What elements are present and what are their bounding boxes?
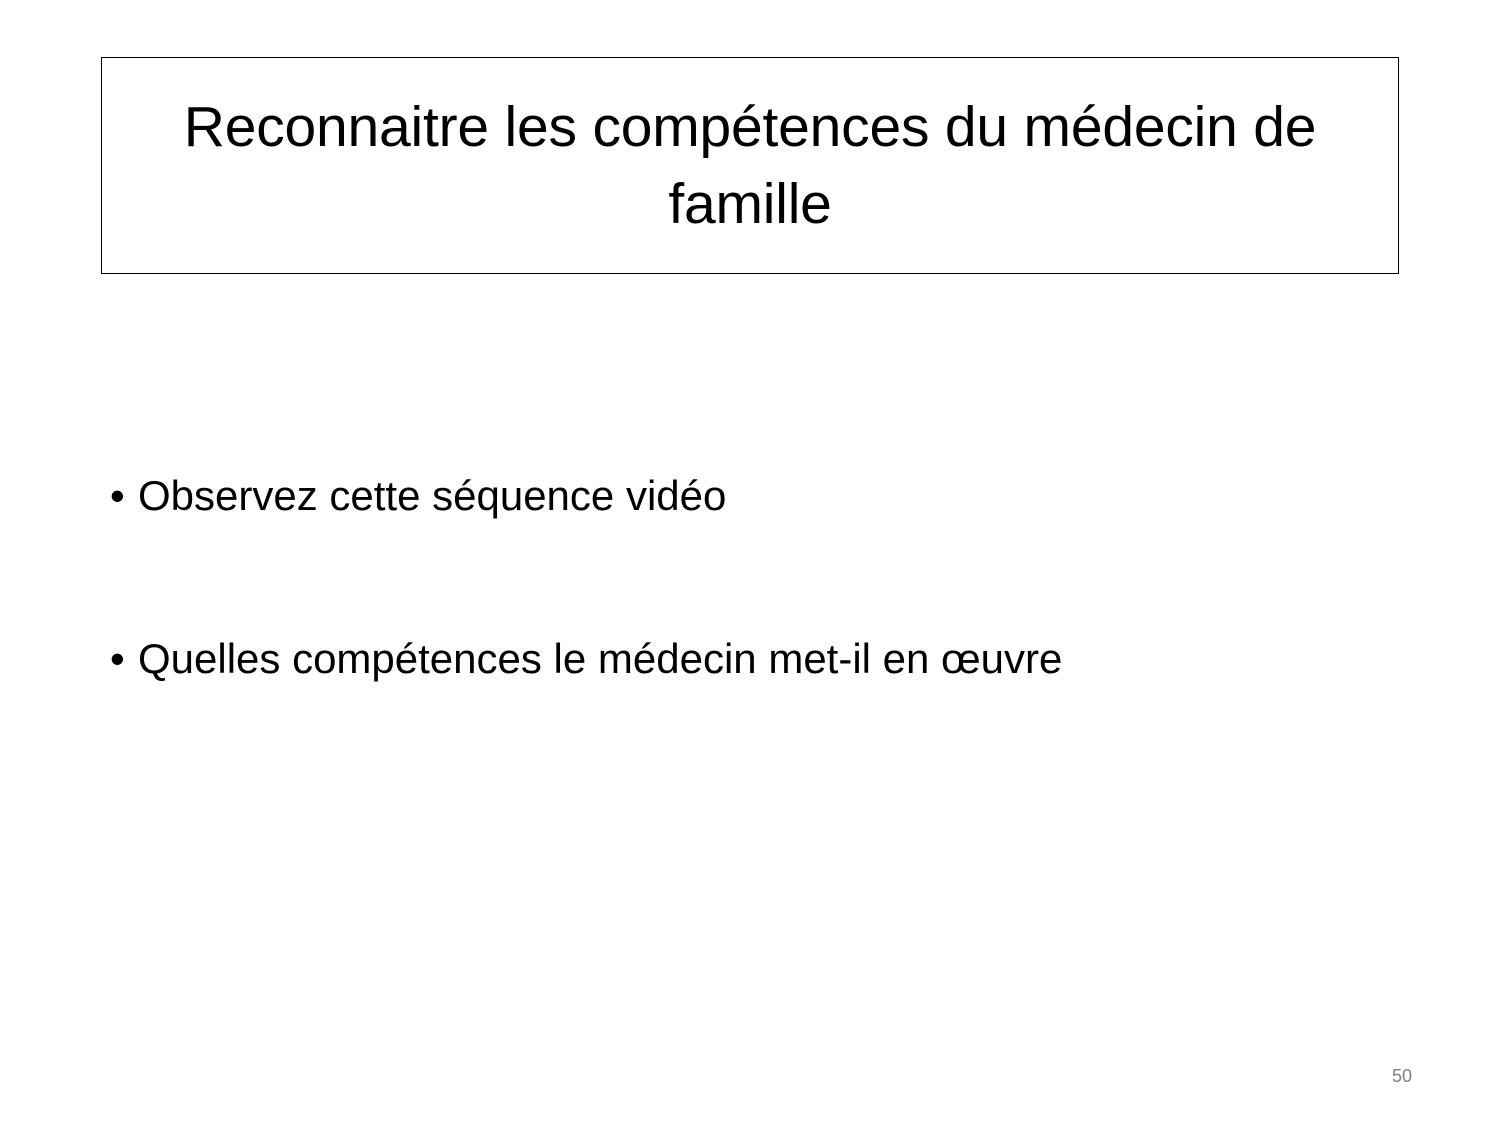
slide-title: Reconnaitre les compétences du médecin de famille [183,94,1317,236]
bullet-icon: • [110,472,125,519]
content-placeholder [110,470,1400,685]
title-placeholder [101,57,1399,274]
list-item [110,633,1400,686]
page-number: 50 [1391,1066,1412,1086]
bullet-text: Quelles compétences le médecin met-il en œuvre [138,634,1063,682]
bullet-icon: • [110,634,125,682]
bullet-text: Observez cette séquence vidéo [138,472,727,519]
list-item [110,470,1400,523]
